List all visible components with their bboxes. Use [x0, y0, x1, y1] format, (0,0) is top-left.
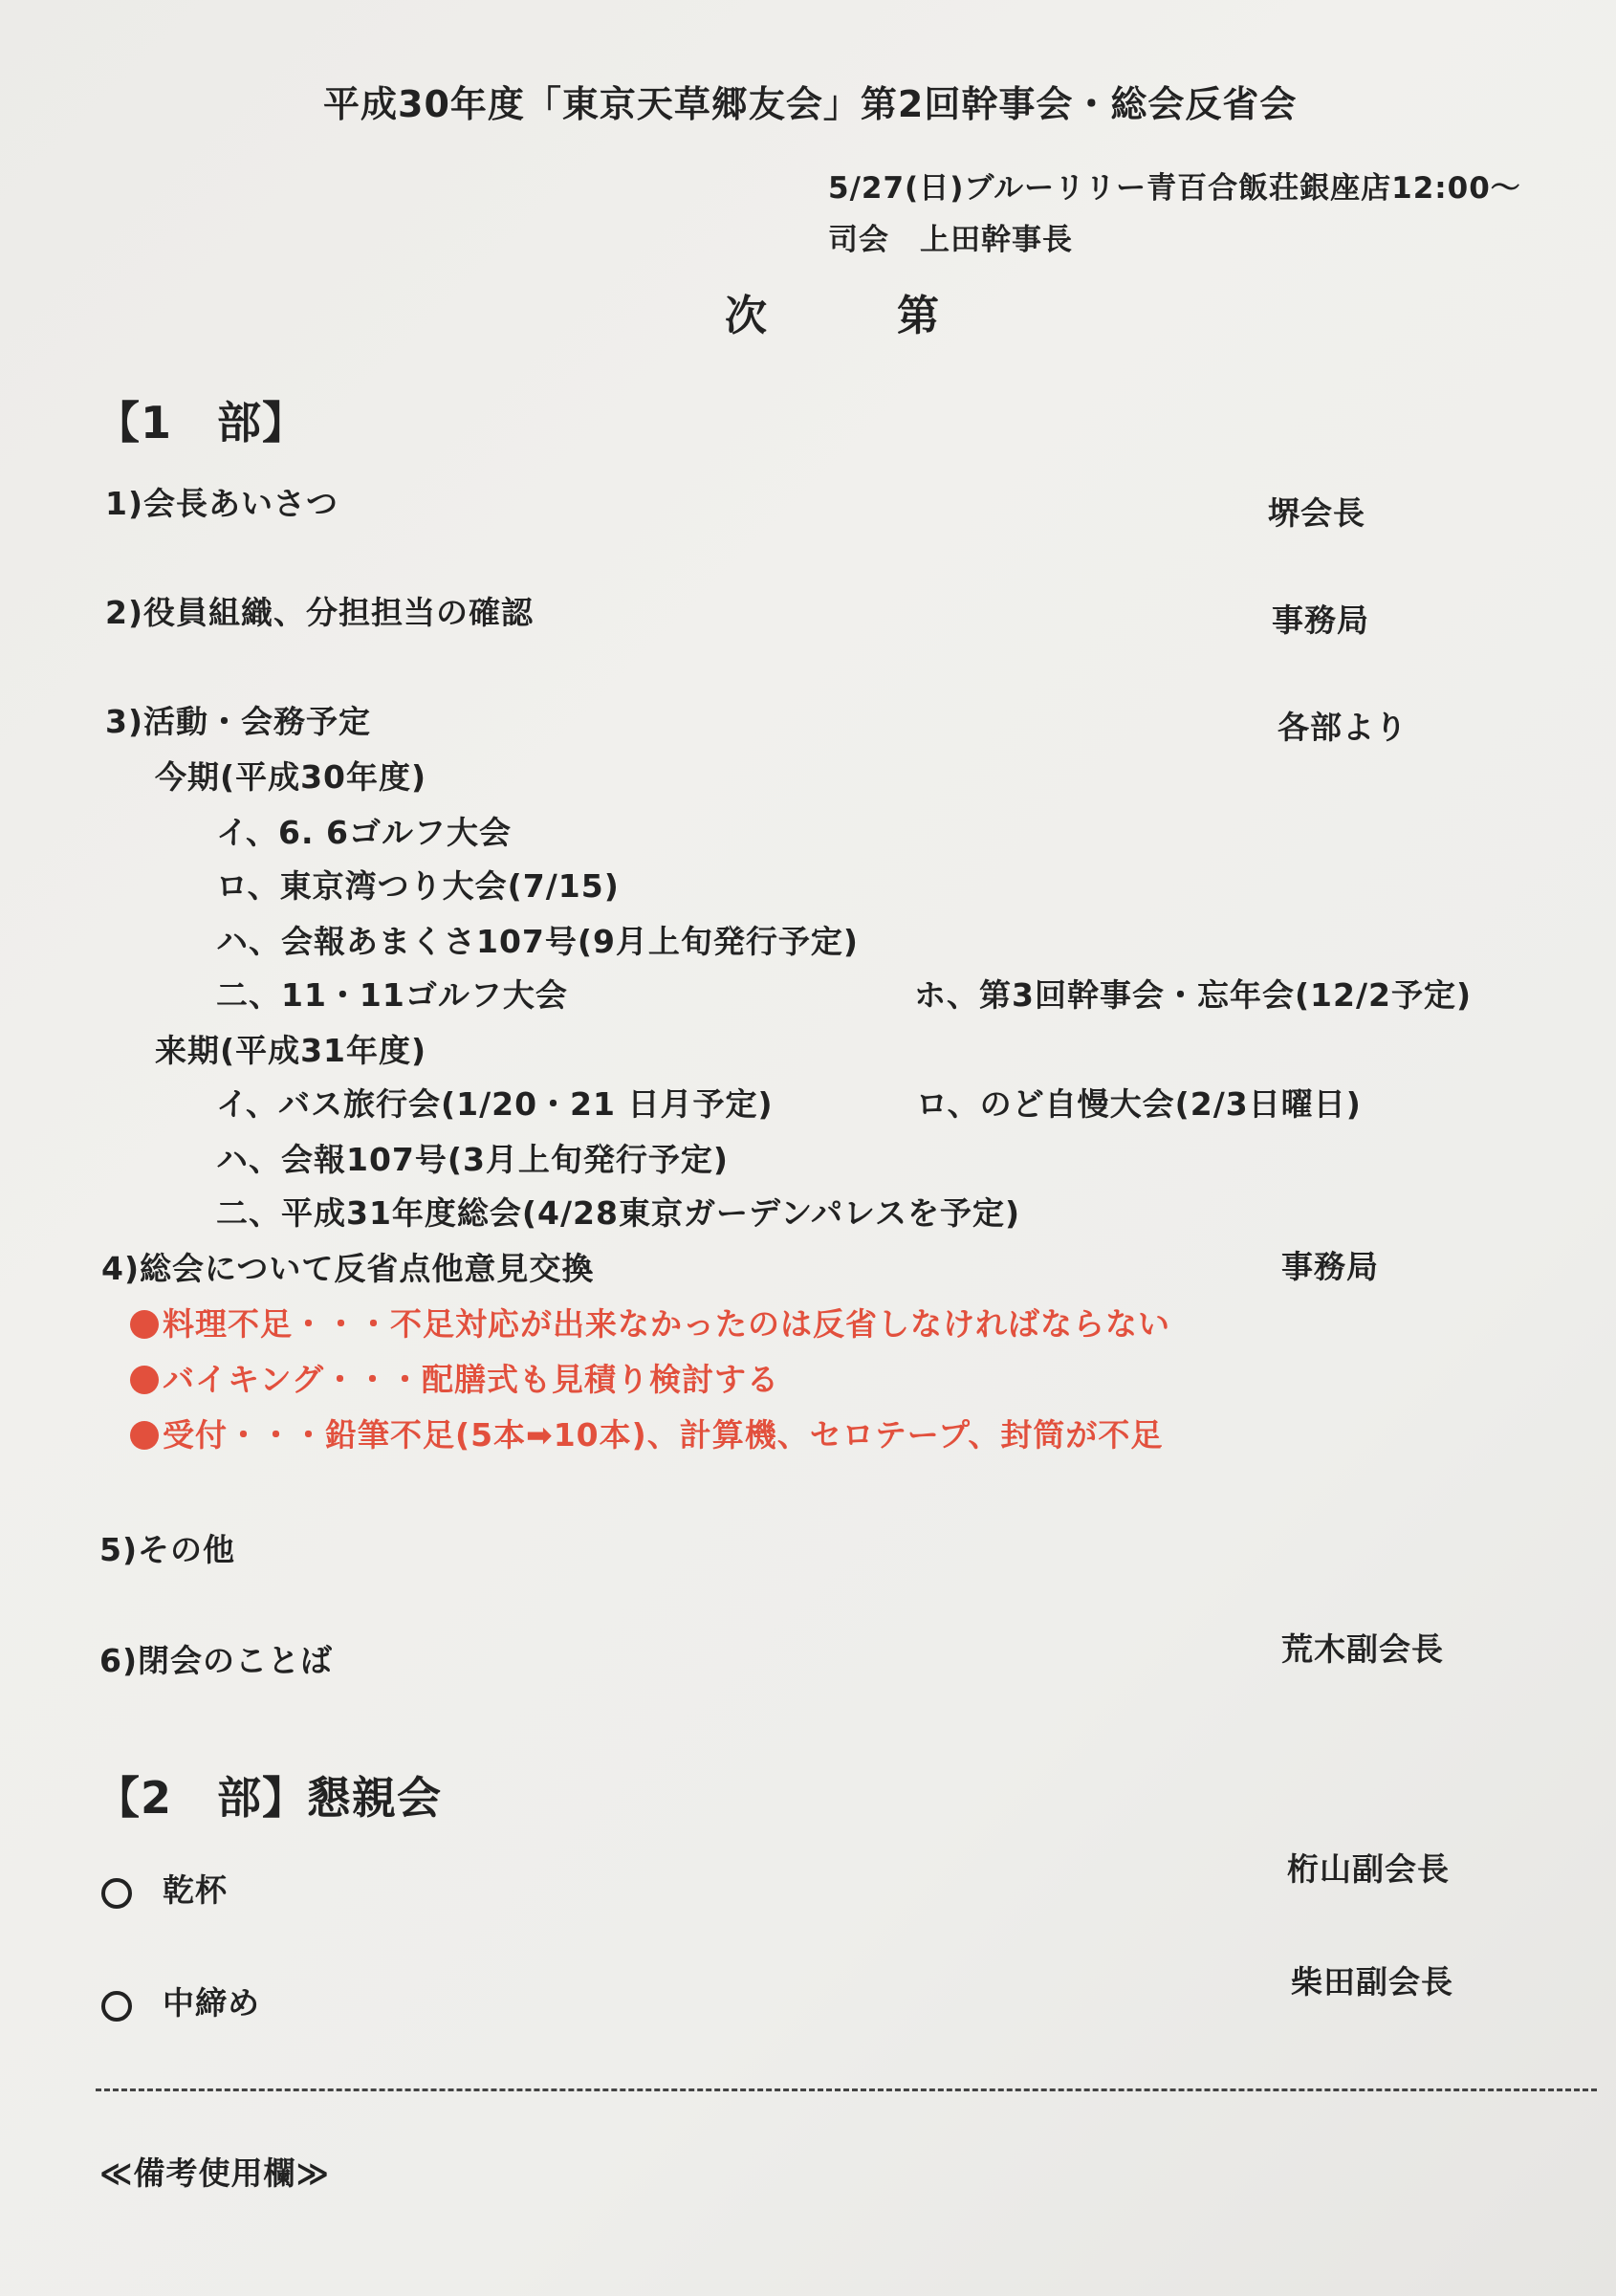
- item-3-person: 各部より: [1278, 709, 1408, 746]
- current-event-c: ハ、会報あまくさ107号(9月上旬発行予定): [216, 923, 860, 960]
- dotted-divider: [96, 2088, 1597, 2091]
- document-title: 平成30年度「東京天草郷友会」第2回幹事会・総会反省会: [323, 83, 1298, 125]
- current-event-a: イ、6. 6ゴルフ大会: [216, 814, 512, 851]
- item-1-label: 1)会長あいさつ: [105, 485, 339, 522]
- item-2-label: 2)役員組織、分担担当の確認: [105, 594, 535, 631]
- red-bullet-icon: [130, 1366, 159, 1394]
- current-event-d: 二、11・11ゴルフ大会: [216, 976, 568, 1014]
- next-event-a: イ、バス旅行会(1/20・21 日月予定): [216, 1085, 774, 1123]
- toast-person: 桁山副会長: [1287, 1850, 1450, 1888]
- item-4-label: 4)総会について反省点他意見交換: [101, 1250, 595, 1287]
- mc-line: 司会 上田幹事長: [828, 223, 1073, 257]
- item-4-person: 事務局: [1281, 1248, 1379, 1285]
- note-1: [130, 1306, 1170, 1343]
- part2-heading: 【2 部】懇親会: [96, 1772, 443, 1824]
- note-3: [130, 1417, 1163, 1454]
- item-5-label: 5)その他: [99, 1531, 236, 1568]
- next-event-c: ハ、会報107号(3月上旬発行予定): [216, 1141, 730, 1178]
- next-event-b: ロ、のど自慢大会(2/3日曜日): [916, 1085, 1362, 1123]
- item-6-label: 6)閉会のことば: [99, 1642, 334, 1679]
- closing-label: 中締め: [163, 1984, 260, 2022]
- item-2-person: 事務局: [1272, 601, 1369, 639]
- current-event-b: ロ、東京湾つり大会(7/15): [216, 867, 620, 905]
- item-6-person: 荒木副会長: [1281, 1630, 1444, 1668]
- item-1-person: 堺会長: [1268, 494, 1365, 532]
- date-venue: 5/27(日)ブルーリリー青百合飯荘銀座店12:00～: [828, 171, 1521, 206]
- red-bullet-icon: [130, 1421, 159, 1450]
- note-2-text: バイキング・・・配膳式も見積り検討する: [163, 1361, 780, 1398]
- red-bullet-icon: [130, 1310, 159, 1339]
- current-event-e: ホ、第3回幹事会・忘年会(12/2予定): [914, 976, 1473, 1014]
- note-1-text: 料理不足・・・不足対応が出来なかったのは反省しなければならない: [163, 1305, 1170, 1343]
- program-heading: 次 第: [725, 292, 940, 340]
- part1-heading: 【1 部】: [96, 397, 308, 448]
- remarks-label: ≪備考使用欄≫: [99, 2154, 331, 2192]
- next-event-d: 二、平成31年度総会(4/28東京ガーデンパレスを予定): [216, 1194, 1021, 1232]
- circle-bullet-icon: [101, 1878, 132, 1909]
- note-3-text: 受付・・・鉛筆不足(5本➡10本)、計算機、セロテープ、封筒が不足: [163, 1416, 1164, 1454]
- next-term-label: 来期(平成31年度): [155, 1032, 427, 1069]
- circle-bullet-icon: [101, 1991, 132, 2022]
- current-term-label: 今期(平成30年度): [155, 758, 427, 796]
- note-2: [130, 1362, 779, 1398]
- closing-person: 柴田副会長: [1291, 1963, 1453, 2001]
- toast-label: 乾杯: [163, 1871, 228, 1909]
- item-3-label: 3)活動・会務予定: [105, 703, 372, 740]
